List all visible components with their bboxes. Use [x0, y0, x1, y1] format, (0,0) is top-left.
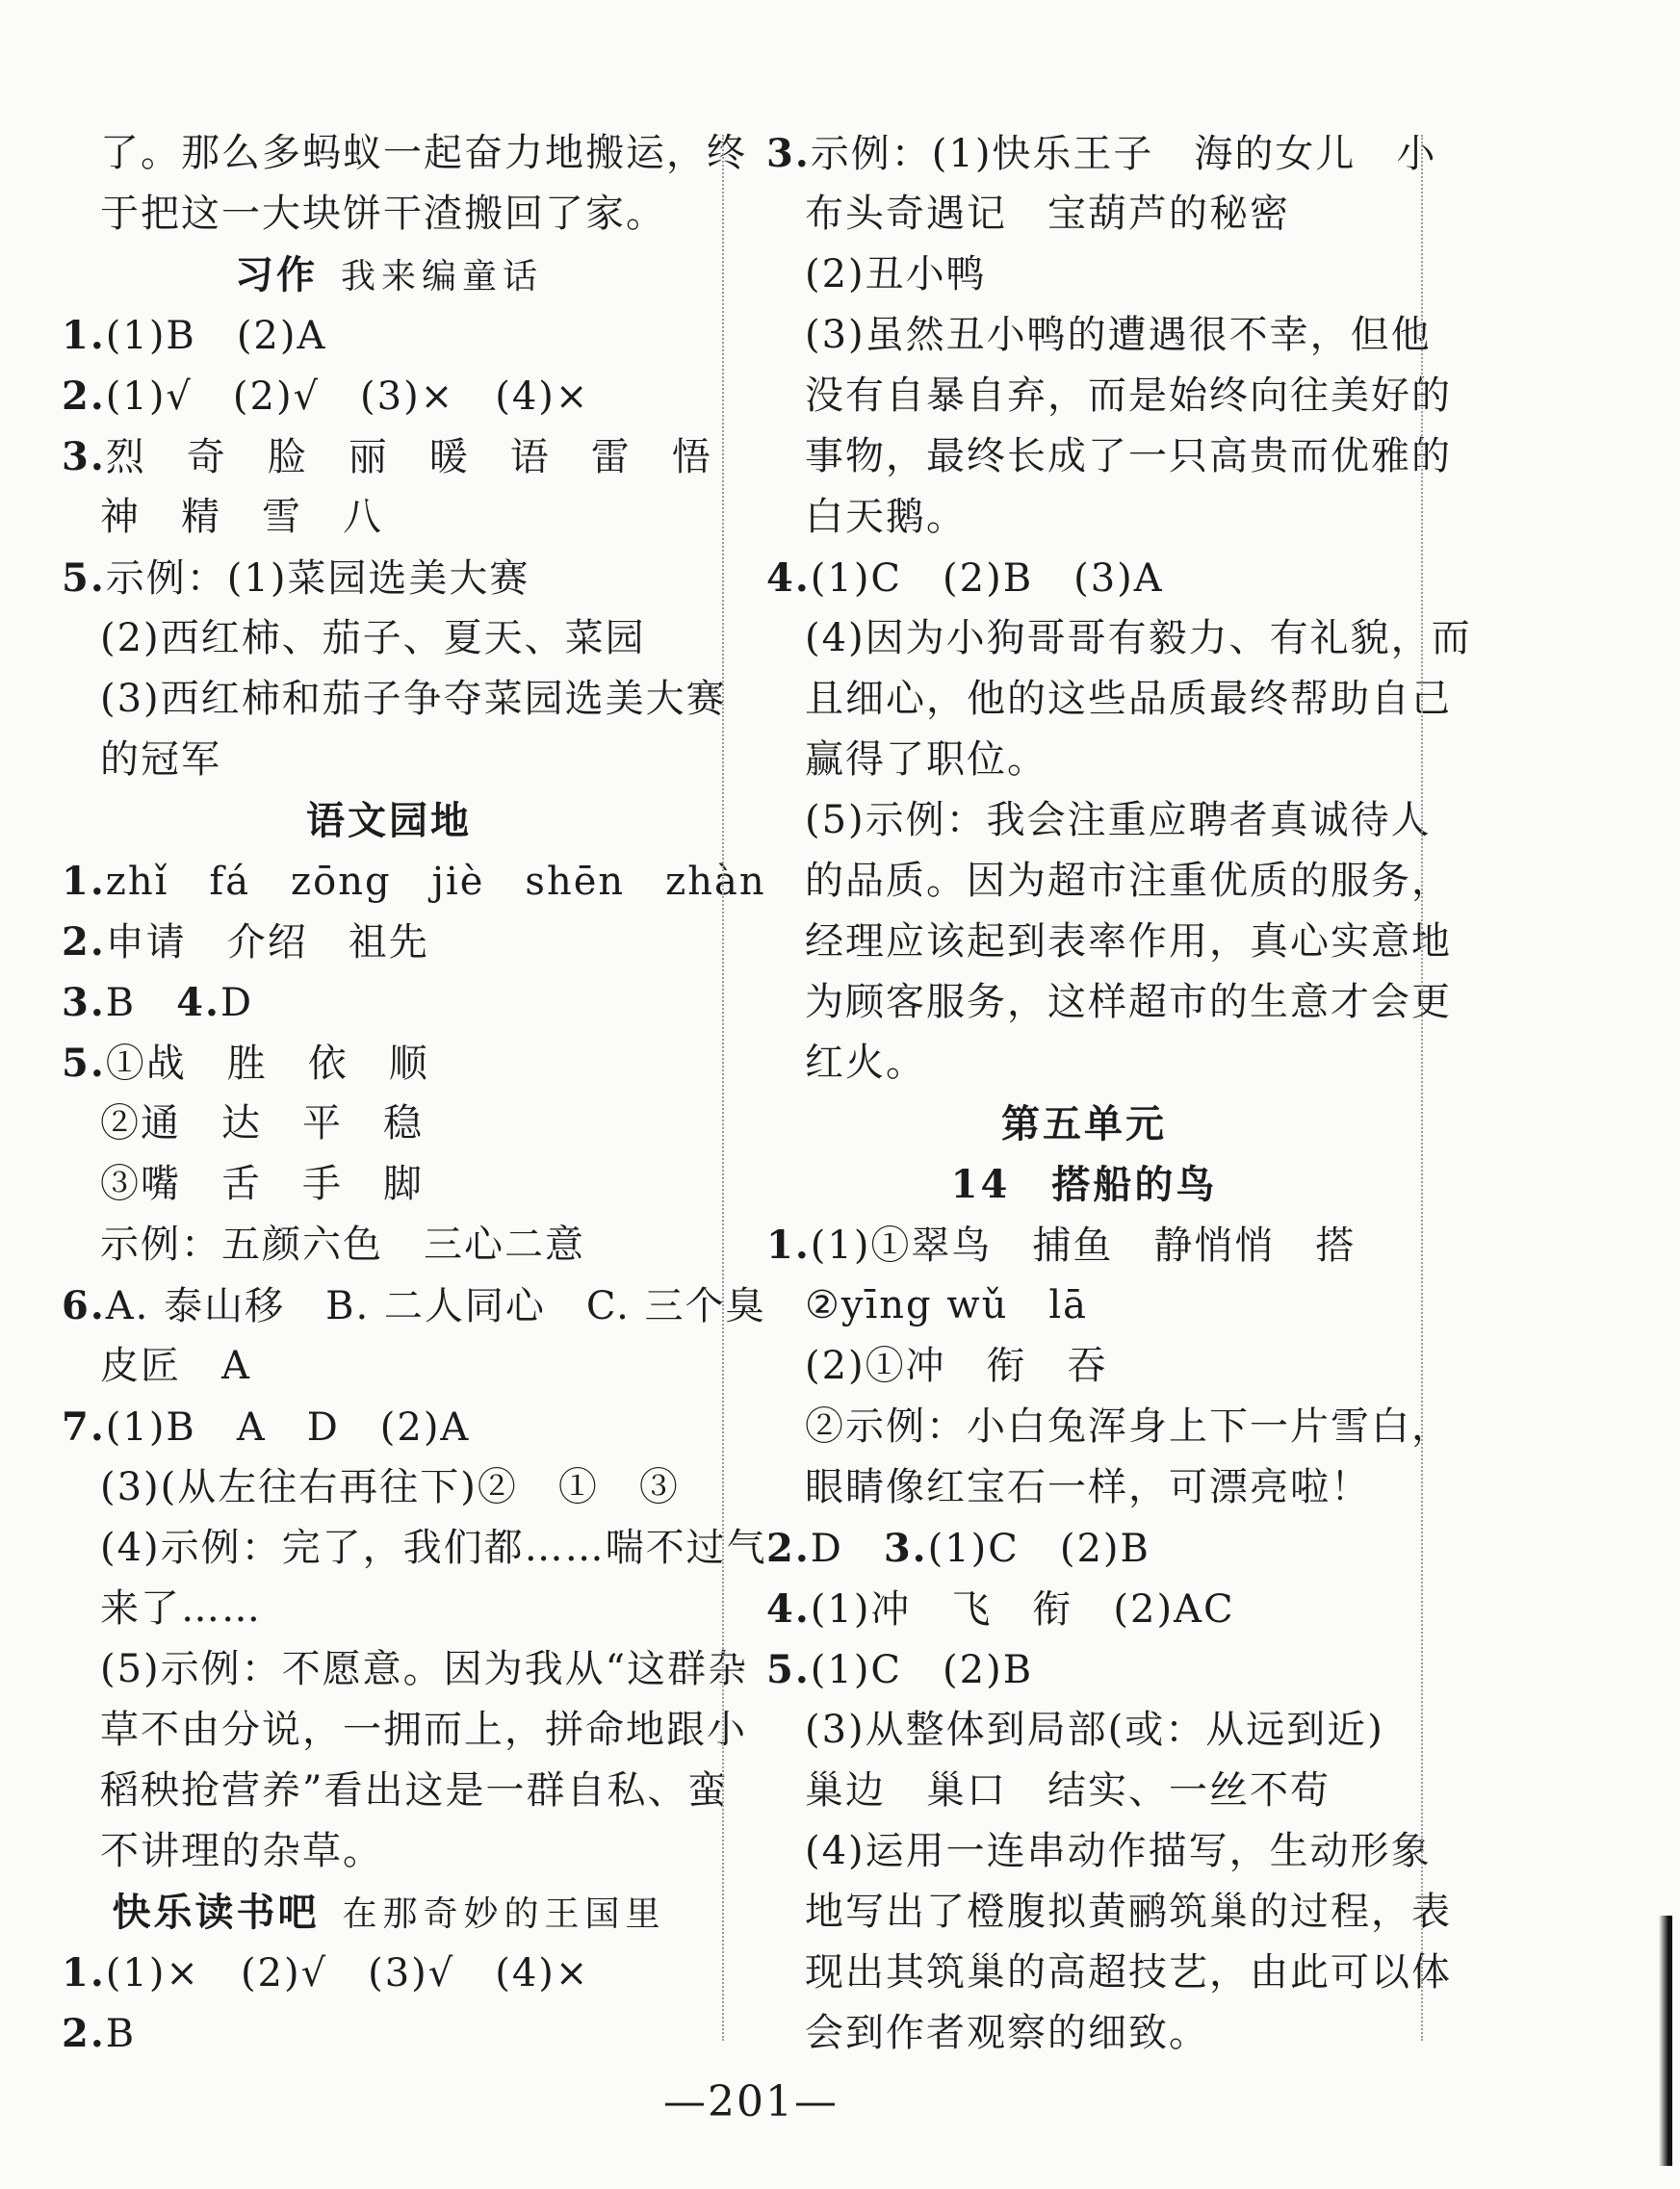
answer-line: [766, 1215, 1402, 1275]
answer-text: (2)西红柿、茄子、夏天、菜园: [100, 616, 646, 660]
answer-line: [62, 1639, 749, 1700]
answer-line: [766, 790, 1432, 851]
question-number: 5.: [62, 1041, 106, 1086]
section-title: 习作: [234, 252, 318, 297]
question-number: 1.: [62, 1950, 106, 1996]
answer-line: [766, 184, 1402, 245]
answer-line: [62, 184, 716, 245]
answer-line: [62, 487, 716, 548]
answer-text: (3)从整体到局部(或：从远到近): [805, 1708, 1384, 1752]
question-number: 1.: [766, 1223, 811, 1268]
answer-text: 且细心，他的这些品质最终帮助自己: [805, 677, 1452, 721]
answer-line: [62, 669, 727, 730]
answer-line: [766, 1943, 1452, 2003]
answer-text: D: [220, 981, 254, 1025]
answer-line: [62, 608, 716, 669]
answer-line: [62, 1094, 716, 1154]
answer-text: 神 精 雪 八: [100, 495, 383, 539]
answer-text: 示例：(1)菜园选美大赛: [105, 556, 530, 601]
answer-line: [62, 1700, 747, 1761]
answer-line: [766, 730, 1402, 790]
section-subtitle: 我来编童话: [340, 257, 543, 296]
question-number: 3.: [62, 980, 106, 1025]
answer-line: [766, 1336, 1402, 1397]
section-heading: [62, 790, 716, 851]
answer-line: [766, 1821, 1432, 1882]
column-divider-right: [1421, 135, 1423, 2041]
question-number: 7.: [62, 1404, 106, 1450]
answer-text: 示例：五颜六色 三心二意: [100, 1223, 585, 1267]
answer-line: [766, 912, 1452, 972]
answer-text: (1)B A D (2)A: [105, 1405, 471, 1450]
answer-text: (5)示例：不愿意。因为我从“这群杂: [100, 1647, 749, 1691]
answer-line: [766, 608, 1472, 669]
answer-text: (2)丑小鸭: [805, 252, 987, 296]
answer-line: [766, 1639, 1402, 1700]
answer-line: [766, 1579, 1402, 1639]
question-number: 1.: [62, 859, 106, 904]
answer-text: ②通 达 平 稳: [100, 1101, 424, 1146]
answer-text: 地写出了橙腹拟黄鹂筑巢的过程，表: [805, 1890, 1452, 1934]
answer-text: (1)C (2)B: [810, 1648, 1034, 1692]
answer-text: ②示例：小白兔浑身上下一片雪白，: [805, 1404, 1452, 1449]
answer-line: [62, 1579, 716, 1639]
answer-text: (5)示例：我会注重应聘者真诚待人: [805, 798, 1432, 842]
answer-text: (1)C (2)B: [927, 1527, 1150, 1571]
answer-text: 经理应该起到表率作用，真心实意地: [805, 919, 1452, 964]
answer-text: (2)①冲 衔 吞: [805, 1344, 1108, 1388]
answer-text: 眼睛像红宝石一样，可漂亮啦！: [805, 1465, 1371, 1509]
answer-text: 皮匠 A: [100, 1344, 251, 1388]
answer-text: 现出其筑巢的高超技艺，由此可以体: [805, 1950, 1452, 1995]
question-number: 5.: [766, 1647, 811, 1692]
answer-line: [766, 366, 1452, 426]
answer-text: 赢得了职位。: [805, 737, 1047, 782]
answer-line: [62, 426, 716, 487]
answer-text: ③嘴 舌 手 脚: [100, 1162, 424, 1206]
answer-text: 没有自暴自弃，而是始终向往美好的: [805, 373, 1452, 418]
answer-text: (4)因为小狗哥哥有毅力、有礼貌，而: [805, 616, 1472, 660]
answer-line: [62, 1518, 767, 1579]
answer-line: [766, 1033, 1402, 1094]
answer-line: [62, 123, 747, 184]
answer-text: (1)C (2)B (3)A: [810, 556, 1164, 601]
question-number: 4.: [176, 980, 220, 1025]
answer-text: (1)①翠鸟 捕鱼 静悄悄 搭: [810, 1223, 1357, 1268]
answer-line: [766, 1700, 1402, 1761]
answer-line: [62, 851, 766, 912]
question-number: 2.: [62, 2011, 106, 2056]
answer-line: [62, 1033, 716, 1094]
answer-line: [62, 1215, 716, 1275]
section-heading: [62, 1882, 716, 1943]
answer-line: [62, 1275, 766, 1336]
question-number: 6.: [62, 1283, 106, 1328]
answer-text: ②yīng wǔ lā: [805, 1283, 1088, 1327]
page-number: —201—: [663, 2077, 839, 2126]
section-title: 14 搭船的鸟: [950, 1162, 1218, 1207]
answer-text: 的冠军: [100, 737, 221, 782]
answer-line: [62, 1457, 716, 1518]
answer-line: [62, 1397, 716, 1457]
answer-text: (4)运用一连串动作描写，生动形象: [805, 1829, 1432, 1873]
answer-line: [766, 1882, 1452, 1943]
answer-line: [62, 912, 716, 972]
answer-text: 不讲理的杂草。: [100, 1829, 383, 1873]
answer-line: [62, 2003, 716, 2064]
answer-line: [62, 1336, 716, 1397]
answer-text: D: [810, 1527, 884, 1571]
answer-line: [766, 1275, 1402, 1336]
answer-text: A. 泰山移 B. 二人同心 C. 三个臭: [105, 1284, 766, 1328]
answer-line: [62, 1761, 729, 1821]
answer-line: [62, 730, 716, 790]
answer-text: 为顾客服务，这样超市的生意才会更: [805, 980, 1452, 1024]
answer-line: [62, 548, 716, 608]
answer-text: B: [105, 2012, 137, 2056]
question-number: 3.: [62, 434, 106, 479]
answer-text: 巢边 巢口 结实、一丝不苟: [805, 1768, 1331, 1813]
answer-line: [62, 972, 716, 1033]
answer-text: ①战 胜 依 顺: [105, 1042, 429, 1086]
answer-line: [766, 426, 1452, 487]
answer-text: 草不由分说，一拥而上，拼命地跟小: [100, 1708, 747, 1752]
answer-line: [766, 548, 1402, 608]
question-number: 2.: [62, 919, 106, 965]
right-answer-column: [766, 123, 1472, 2064]
answer-line: [766, 1761, 1402, 1821]
answer-text: (1)冲 飞 衔 (2)AC: [810, 1587, 1235, 1632]
section-title: 快乐读书吧: [112, 1890, 320, 1935]
answer-text: (1)√ (2)√ (3)× (4)×: [105, 374, 590, 419]
answer-line: [62, 366, 716, 426]
column-divider-left: [722, 135, 724, 2041]
answer-text: 于把这一大块饼干渣搬回了家。: [100, 192, 666, 236]
answer-text: 来了……: [100, 1586, 262, 1631]
question-number: 4.: [766, 1586, 811, 1632]
question-number: 4.: [766, 555, 811, 601]
answer-line: [766, 1457, 1402, 1518]
section-heading: [766, 1094, 1402, 1154]
answer-line: [766, 1397, 1452, 1457]
scan-edge-shadow: [1659, 1916, 1672, 2166]
answer-line: [766, 851, 1452, 912]
question-number: 3.: [766, 131, 811, 176]
answer-line: [766, 123, 1437, 184]
answer-line: [766, 669, 1452, 730]
answer-line: [766, 487, 1402, 548]
answer-line: [62, 305, 716, 366]
section-heading: [766, 1154, 1402, 1215]
answer-text: 了。那么多蚂蚁一起奋力地搬运，终: [100, 131, 747, 175]
question-number: 2.: [766, 1526, 811, 1571]
section-title: 语文园地: [306, 798, 472, 843]
question-number: 1.: [62, 313, 106, 358]
question-number: 3.: [883, 1526, 928, 1571]
answer-text: 红火。: [805, 1041, 926, 1085]
section-title: 第五单元: [1001, 1101, 1167, 1146]
answer-line: [62, 1821, 716, 1882]
question-number: 2.: [62, 373, 106, 419]
answer-text: B: [105, 981, 177, 1025]
answer-text: (3)(从左往右再往下)② ① ③: [100, 1465, 680, 1509]
answer-text: zhǐ fá zōng jiè shēn zhàn: [105, 860, 766, 904]
section-subtitle: 在那奇妙的王国里: [342, 1894, 666, 1934]
answer-line: [766, 2003, 1402, 2064]
answer-line: [766, 1518, 1402, 1579]
answer-line: [766, 305, 1432, 366]
answer-text: 布头奇遇记 宝葫芦的秘密: [805, 192, 1290, 236]
answer-text: (3)西红柿和茄子争夺菜园选美大赛: [100, 677, 727, 721]
answer-text: (1)× (2)√ (3)√ (4)×: [105, 1951, 590, 1996]
answer-text: 烈 奇 脸 丽 暖 语 雷 悟: [105, 435, 712, 479]
answer-line: [62, 1154, 716, 1215]
answer-text: 示例：(1)快乐王子 海的女儿 小: [810, 132, 1437, 176]
answer-text: 稻秧抢营养”看出这是一群自私、蛮: [100, 1768, 729, 1813]
answer-text: 会到作者观察的细致。: [805, 2011, 1209, 2055]
answer-text: (4)示例：完了，我们都……喘不过气: [100, 1526, 767, 1570]
answer-line: [766, 972, 1452, 1033]
answer-text: (3)虽然丑小鸭的遭遇很不幸，但他: [805, 313, 1432, 357]
question-number: 5.: [62, 555, 106, 601]
left-answer-column: [62, 123, 767, 2064]
answer-text: 事物，最终长成了一只高贵而优雅的: [805, 434, 1452, 478]
section-heading: [62, 245, 716, 305]
answer-text: 的品质。因为超市注重优质的服务，: [805, 859, 1452, 903]
answer-line: [62, 1943, 716, 2003]
answer-text: (1)B (2)A: [105, 314, 327, 358]
answer-text: 白天鹅。: [805, 495, 967, 539]
answer-text: 申请 介绍 祖先: [105, 920, 429, 965]
answer-line: [766, 245, 1402, 305]
